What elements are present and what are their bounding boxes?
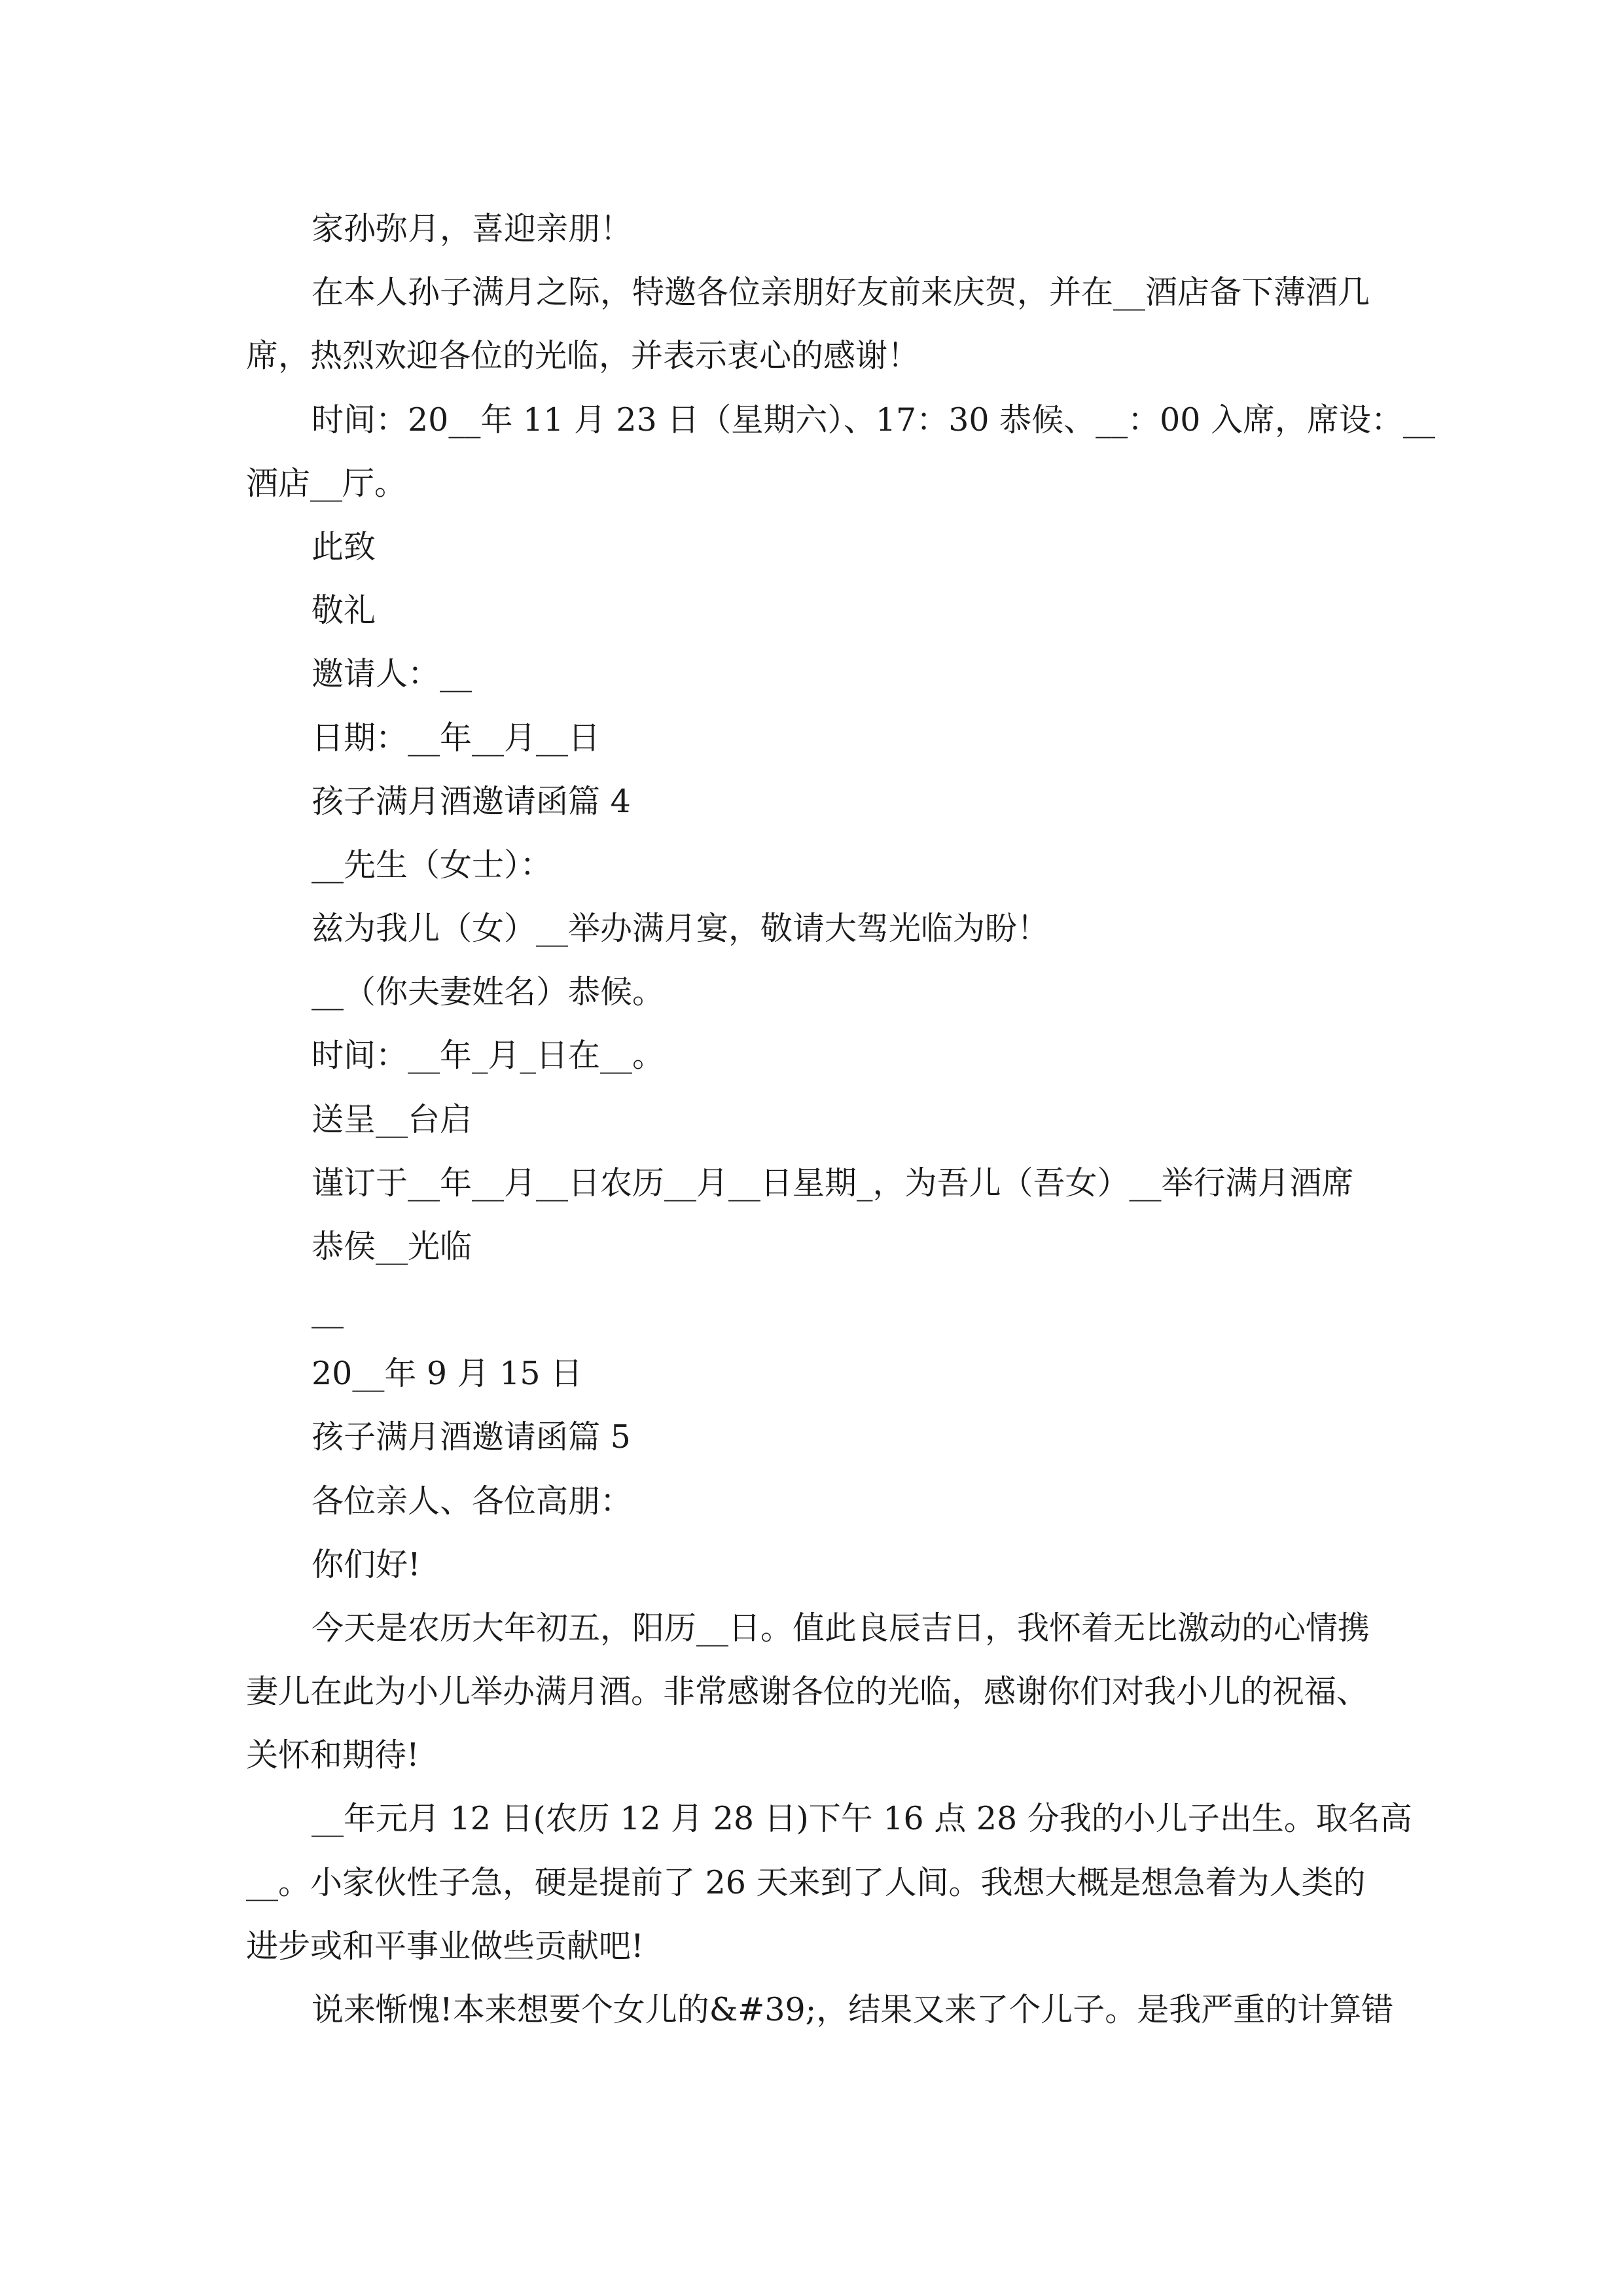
paragraph-line: __。小家伙性子急，硬是提前了 26 天来到了人间。我想大概是想急着为人类的 [246,1864,1366,1901]
paragraph-line: __（你夫妻姓名）恭候。 [312,973,665,1011]
time-line: 时间：20__年 11 月 23 日（星期六）、17：30 恭候、__：00 入席，席设：__ [312,401,1436,439]
section-heading: 孩子满月酒邀请函篇 5 [312,1418,631,1456]
paragraph-line: 送呈__台启 [312,1101,473,1138]
paragraph-line: 谨订于__年__月__日农历__月__日星期_，为吾儿（吾女）__举行满月酒席 [312,1164,1354,1202]
time-line: 时间：__年_月_日在__。 [312,1037,665,1074]
section-heading: 孩子满月酒邀请函篇 4 [312,783,631,820]
closing-line: 此致 [312,528,376,565]
paragraph-line: __年元月 12 日(农历 12 月 28 日)下午 16 点 28 分我的小儿子出生。取名高 [312,1800,1412,1837]
date-line: 日期：__年__月__日 [312,719,601,757]
greeting-line: 家孙弥月，喜迎亲朋！ [312,210,633,247]
greeting-line: 你们好! [312,1546,421,1583]
paragraph-line: 席，热烈欢迎各位的光临，并表示衷心的感谢！ [246,337,920,374]
paragraph-line: 妻儿在此为小儿举办满月酒。非常感谢各位的光临，感谢你们对我小儿的祝福、 [246,1673,1369,1710]
paragraph-line: 关怀和期待! [246,1736,419,1774]
signature-blank: __ [312,1291,344,1329]
paragraph-line: 进步或和平事业做些贡献吧! [246,1928,644,1965]
paragraph-line: 今天是农历大年初五，阳历__日。值此良辰吉日，我怀着无比激动的心情携 [312,1609,1370,1647]
inviter-line: 邀请人：__ [312,655,473,692]
venue-line: 酒店__厅。 [246,465,407,502]
salutation-line: __先生（女士）： [312,846,552,884]
salutation-line: 各位亲人、各位高朋： [312,1482,633,1520]
paragraph-line: 恭侯__光临 [312,1228,473,1265]
paragraph-line: 兹为我儿（女）__举办满月宴，敬请大驾光临为盼！ [312,910,1050,947]
paragraph-line: 说来惭愧!本来想要个女儿的&#39;，结果又来了个儿子。是我严重的计算错 [312,1991,1394,2028]
closing-line: 敬礼 [312,592,376,629]
paragraph-line: 在本人孙子满月之际，特邀各位亲朋好友前来庆贺，并在__酒店备下薄酒几 [312,274,1370,311]
date-line: 20__年 9 月 15 日 [312,1355,583,1392]
